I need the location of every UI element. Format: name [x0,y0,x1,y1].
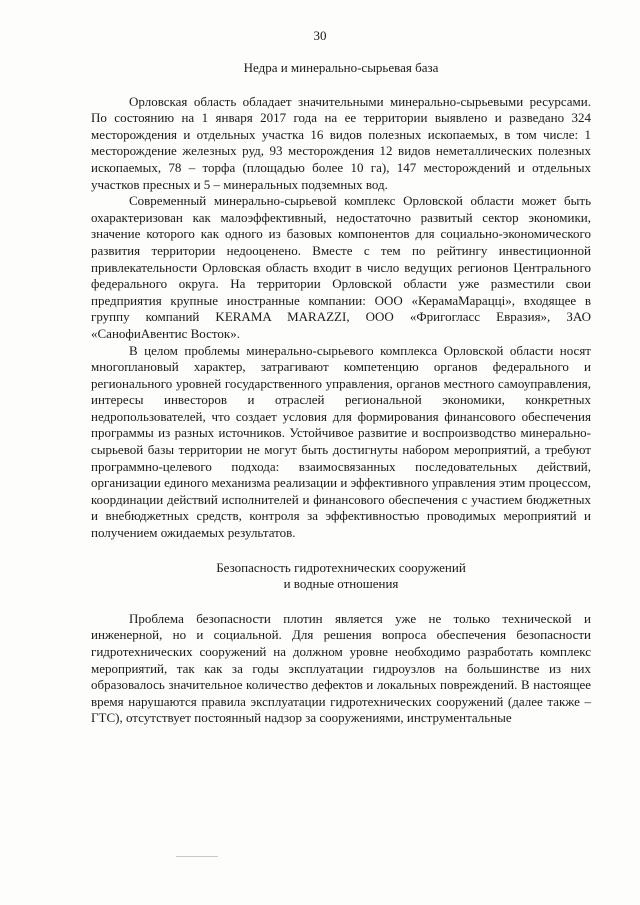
scan-artifact-line [176,856,218,857]
paragraph: Современный минерально-сырьевой комплекс Орловской области может быть охарактеризован как малоэффективный, недостаточно развитый сектор экономики, значение которого как одного из базовых компонентов для социально-экономического развития территории недооценено. Вместе с тем по рейтингу инвестиционной привлекательности Орловская область входит в число ведущих регионов Центрального федерального округа. На территории Орловской области уже разместили свои предприятия крупные иностранные компании: ООО «КерамаМараццi», входящее в группу компаний KERAMA MARAZZI, ООО «Фригогласс Евразия», ЗАО «СанофиАвентис Восток». [91,193,591,341]
section-heading-text: Недра и минерально-сырьевая база [243,60,439,75]
section-mineral-resources [91,60,591,542]
paragraph: Проблема безопасности плотин является уже не только технической и инженерной, но и социальной. Для решения вопроса обеспечения безопасности гидротехнических сооружений на должном уровне необходимо разработать комплекс мероприятий, так как за годы эксплуатации гидроузлов на большинстве из них образовалось значительное количество дефектов и локальных повреждений. В настоящее время нарушаются правила эксплуатации гидротехнических сооружений (далее также – ГТС), отсутствует постоянный надзор за сооружениями, инструментальные [91,610,591,726]
paragraph: Орловская область обладает значительными минерально-сырьевыми ресурсами. По состоянию на 1 января 2017 года на ее территории выявлено и разведано 324 месторождения и отдельных участка 16 видов полезных ископаемых, в том числе: 1 месторождение железных руд, 93 месторождения 12 видов неметаллических полезных ископаемых, 78 – торфа (площадью более 10 га), 147 месторождений и отдельных участков пресных и 5 – минеральных подземных вод. [91,93,591,192]
document-body [91,60,591,727]
section-heading-line-1: Безопасность гидротехнических сооружений [216,559,466,575]
paragraph: В целом проблемы минерально-сырьевого комплекса Орловской области носят многоплановый характер, затрагивают компетенцию органов федерального и регионального уровней государственного управления, органов местного самоуправления, интересы инвесторов и отраслей региональной экономики, конкретных недропользователей, что создает условия для формирования финансового обеспечения программы из разных источников. Устойчивое развитие и воспроизводство минерально-сырьевой базы территории не могут быть достигнуты набором мероприятий, а требуют программно-целевого подхода: взаимосвязанных последовательных действий, организации единого механизма реализации и эффективного управления этим процессом, координации действий исполнителей и финансового обеспечения с участием бюджетных и внебюджетных средств, контроля за эффективностью проводимых мероприятий и получением ожидаемых результатов. [91,342,591,541]
section-heading [91,560,591,593]
section-hydraulic-structures [91,560,591,727]
section-heading-line-2: и водные отношения [283,576,399,592]
page-number: 30 [313,28,327,43]
section-heading [91,60,591,77]
